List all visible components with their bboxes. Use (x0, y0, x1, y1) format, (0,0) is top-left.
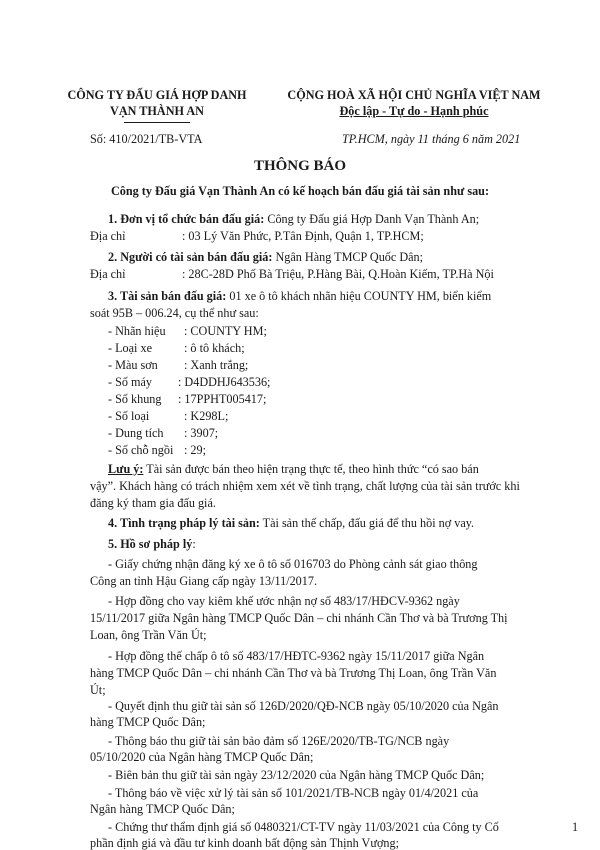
section-2 (108, 250, 423, 265)
note-text-line2: vậy”. Khách hàng có trách nhiệm xem xét về tình trạng, chất lượng của tài sản trước khi (90, 479, 520, 493)
spec-value: : 17PPHT005417; (178, 392, 267, 406)
spec-value: : 3907; (184, 426, 219, 440)
section-1-address-value: : 03 Lý Văn Phức, P.Tân Định, Quận 1, TP.HCM; (182, 229, 424, 243)
spec-value: : Xanh trắng; (184, 358, 249, 372)
legal-item-8-line1: - Chứng thư thẩm định giá số 0480321/CT-TV ngày 11/03/2021 của Công ty Cổ (108, 820, 499, 834)
spec-key: - Số chỗ ngồi (108, 443, 174, 457)
legal-item-7-line2: Ngân hàng TMCP Quốc Dân; (90, 802, 235, 816)
section-2-address-value: : 28C-28D Phố Bà Triệu, P.Hàng Bài, Q.Hoàn Kiếm, TP.Hà Nội (182, 267, 494, 281)
legal-item-6-line1: - Biên bản thu giữ tài sản ngày 23/12/2020 của Ngân hàng TMCP Quốc Dân; (108, 768, 485, 782)
national-motto: Độc lập - Tự do - Hạnh phúc (339, 104, 489, 118)
place-and-date: TP.HCM, ngày 11 tháng 6 năm 2021 (342, 132, 521, 146)
company-name-line2: VẠN THÀNH AN (110, 104, 204, 118)
spec-key: - Nhãn hiệu (108, 324, 166, 338)
document-title: THÔNG BÁO (253, 158, 347, 174)
section-1 (108, 212, 479, 227)
section-2-label: 2. Người có tài sản bán đấu giá: (108, 250, 273, 264)
section-2-address-label: Địa chỉ (90, 267, 126, 281)
spec-key: - Dung tích (108, 426, 164, 440)
section-1-address-label: Địa chỉ (90, 229, 126, 243)
legal-item-5-line2: 05/10/2020 của Ngân hàng TMCP Quốc Dân; (90, 750, 314, 764)
section-5-label: 5. Hồ sơ pháp lý (108, 537, 193, 551)
spec-value: : 29; (184, 443, 207, 457)
section-3-label: 3. Tài sản bán đấu giá: (108, 289, 227, 303)
section-3-text-line1: 01 xe ô tô khách nhãn hiệu COUNTY HM, biển kiểm (226, 289, 492, 303)
spec-key: - Số loại (108, 409, 150, 423)
document-number: Số: 410/2021/TB-VTA (90, 132, 203, 146)
note-label: Lưu ý: (108, 462, 144, 476)
section-4 (108, 516, 474, 531)
page-number: 1 (572, 820, 579, 834)
spec-value: : K298L; (184, 409, 229, 423)
spec-key: - Loại xe (108, 341, 152, 355)
spec-value: : ô tô khách; (184, 341, 245, 355)
section-5 (108, 537, 196, 552)
legal-item-2-line1: - Hợp đồng cho vay kiêm khế ước nhận nợ số 483/17/HĐCV-9362 ngày (108, 594, 460, 608)
section-4-value: Tài sản thế chấp, đấu giá để thu hồi nợ vay. (259, 516, 475, 530)
legal-item-2-line2: 15/11/2017 giữa Ngân hàng TMCP Quốc Dân – chi nhánh Cần Thơ và bà Trương Thị (90, 611, 508, 625)
section-1-label: 1. Đơn vị tổ chức bán đấu giá: (108, 212, 265, 226)
section-1-value: Công ty Đấu giá Hợp Danh Vạn Thành An; (264, 212, 480, 226)
legal-item-4-line2: hàng TMCP Quốc Dân; (90, 715, 206, 729)
legal-item-3-line1: - Hợp đồng thế chấp ô tô số 483/17/HĐTC-9362 ngày 15/11/2017 giữa Ngân (108, 649, 485, 663)
section-3-text-line2: soát 95B – 006.24, cụ thể như sau: (90, 306, 259, 320)
spec-key: - Màu sơn (108, 358, 158, 372)
section-3 (108, 289, 491, 304)
legal-item-5-line1: - Thông báo thu giữ tài sản bảo đảm số 126E/2020/TB-TG/NCB ngày (108, 734, 450, 748)
legal-item-1-line1: - Giấy chứng nhận đăng ký xe ô tô số 016703 do Phòng cảnh sát giao thông (108, 557, 478, 571)
country-title: CỘNG HOÀ XÃ HỘI CHỦ NGHĨA VIỆT NAM (287, 88, 541, 102)
spec-key: - Số khung (108, 392, 162, 406)
section-2-value: Ngân Hàng TMCP Quốc Dân; (272, 250, 424, 264)
legal-item-7-line1: - Thông báo về việc xử lý tài sản số 101/2021/TB-NCB ngày 01/4/2021 của (108, 786, 479, 800)
section-5-colon: : (192, 537, 196, 551)
note-text-line1: Tài sản được bán theo hiện trạng thực tế, theo hình thức “có sao bán (143, 462, 479, 476)
legal-item-1-line2: Công an tỉnh Hậu Giang cấp ngày 13/11/2017. (90, 574, 318, 588)
note-line1 (108, 462, 479, 477)
spec-key: - Số máy (108, 375, 153, 389)
spec-value: : D4DDHJ643536; (178, 375, 271, 389)
legal-item-4-line1: - Quyết định thu giữ tài sản số 126D/2020/QĐ-NCB ngày 05/10/2020 của Ngân (108, 699, 499, 713)
spec-value: : COUNTY HM; (184, 324, 267, 338)
note-text-line3: đăng ký tham gia đấu giá. (90, 496, 216, 510)
legal-item-2-line3: Loan, ông Trần Văn Út; (90, 628, 207, 642)
company-underline (124, 122, 190, 123)
section-4-label: 4. Tình trạng pháp lý tài sản: (108, 516, 260, 530)
intro-line: Công ty Đấu giá Vạn Thành An có kế hoạch bán đấu giá tài sản như sau: (110, 184, 490, 198)
legal-item-3-line3: Út; (90, 683, 106, 697)
company-name-line1: CÔNG TY ĐẤU GIÁ HỢP DANH (67, 88, 247, 102)
legal-item-3-line2: hàng TMCP Quốc Dân – chi nhánh Cần Thơ và bà Trương Thị Loan, ông Trần Văn (90, 666, 497, 680)
legal-item-8-line2: phần định giá và đầu tư kinh doanh bất động sản Thịnh Vượng; (90, 836, 399, 850)
